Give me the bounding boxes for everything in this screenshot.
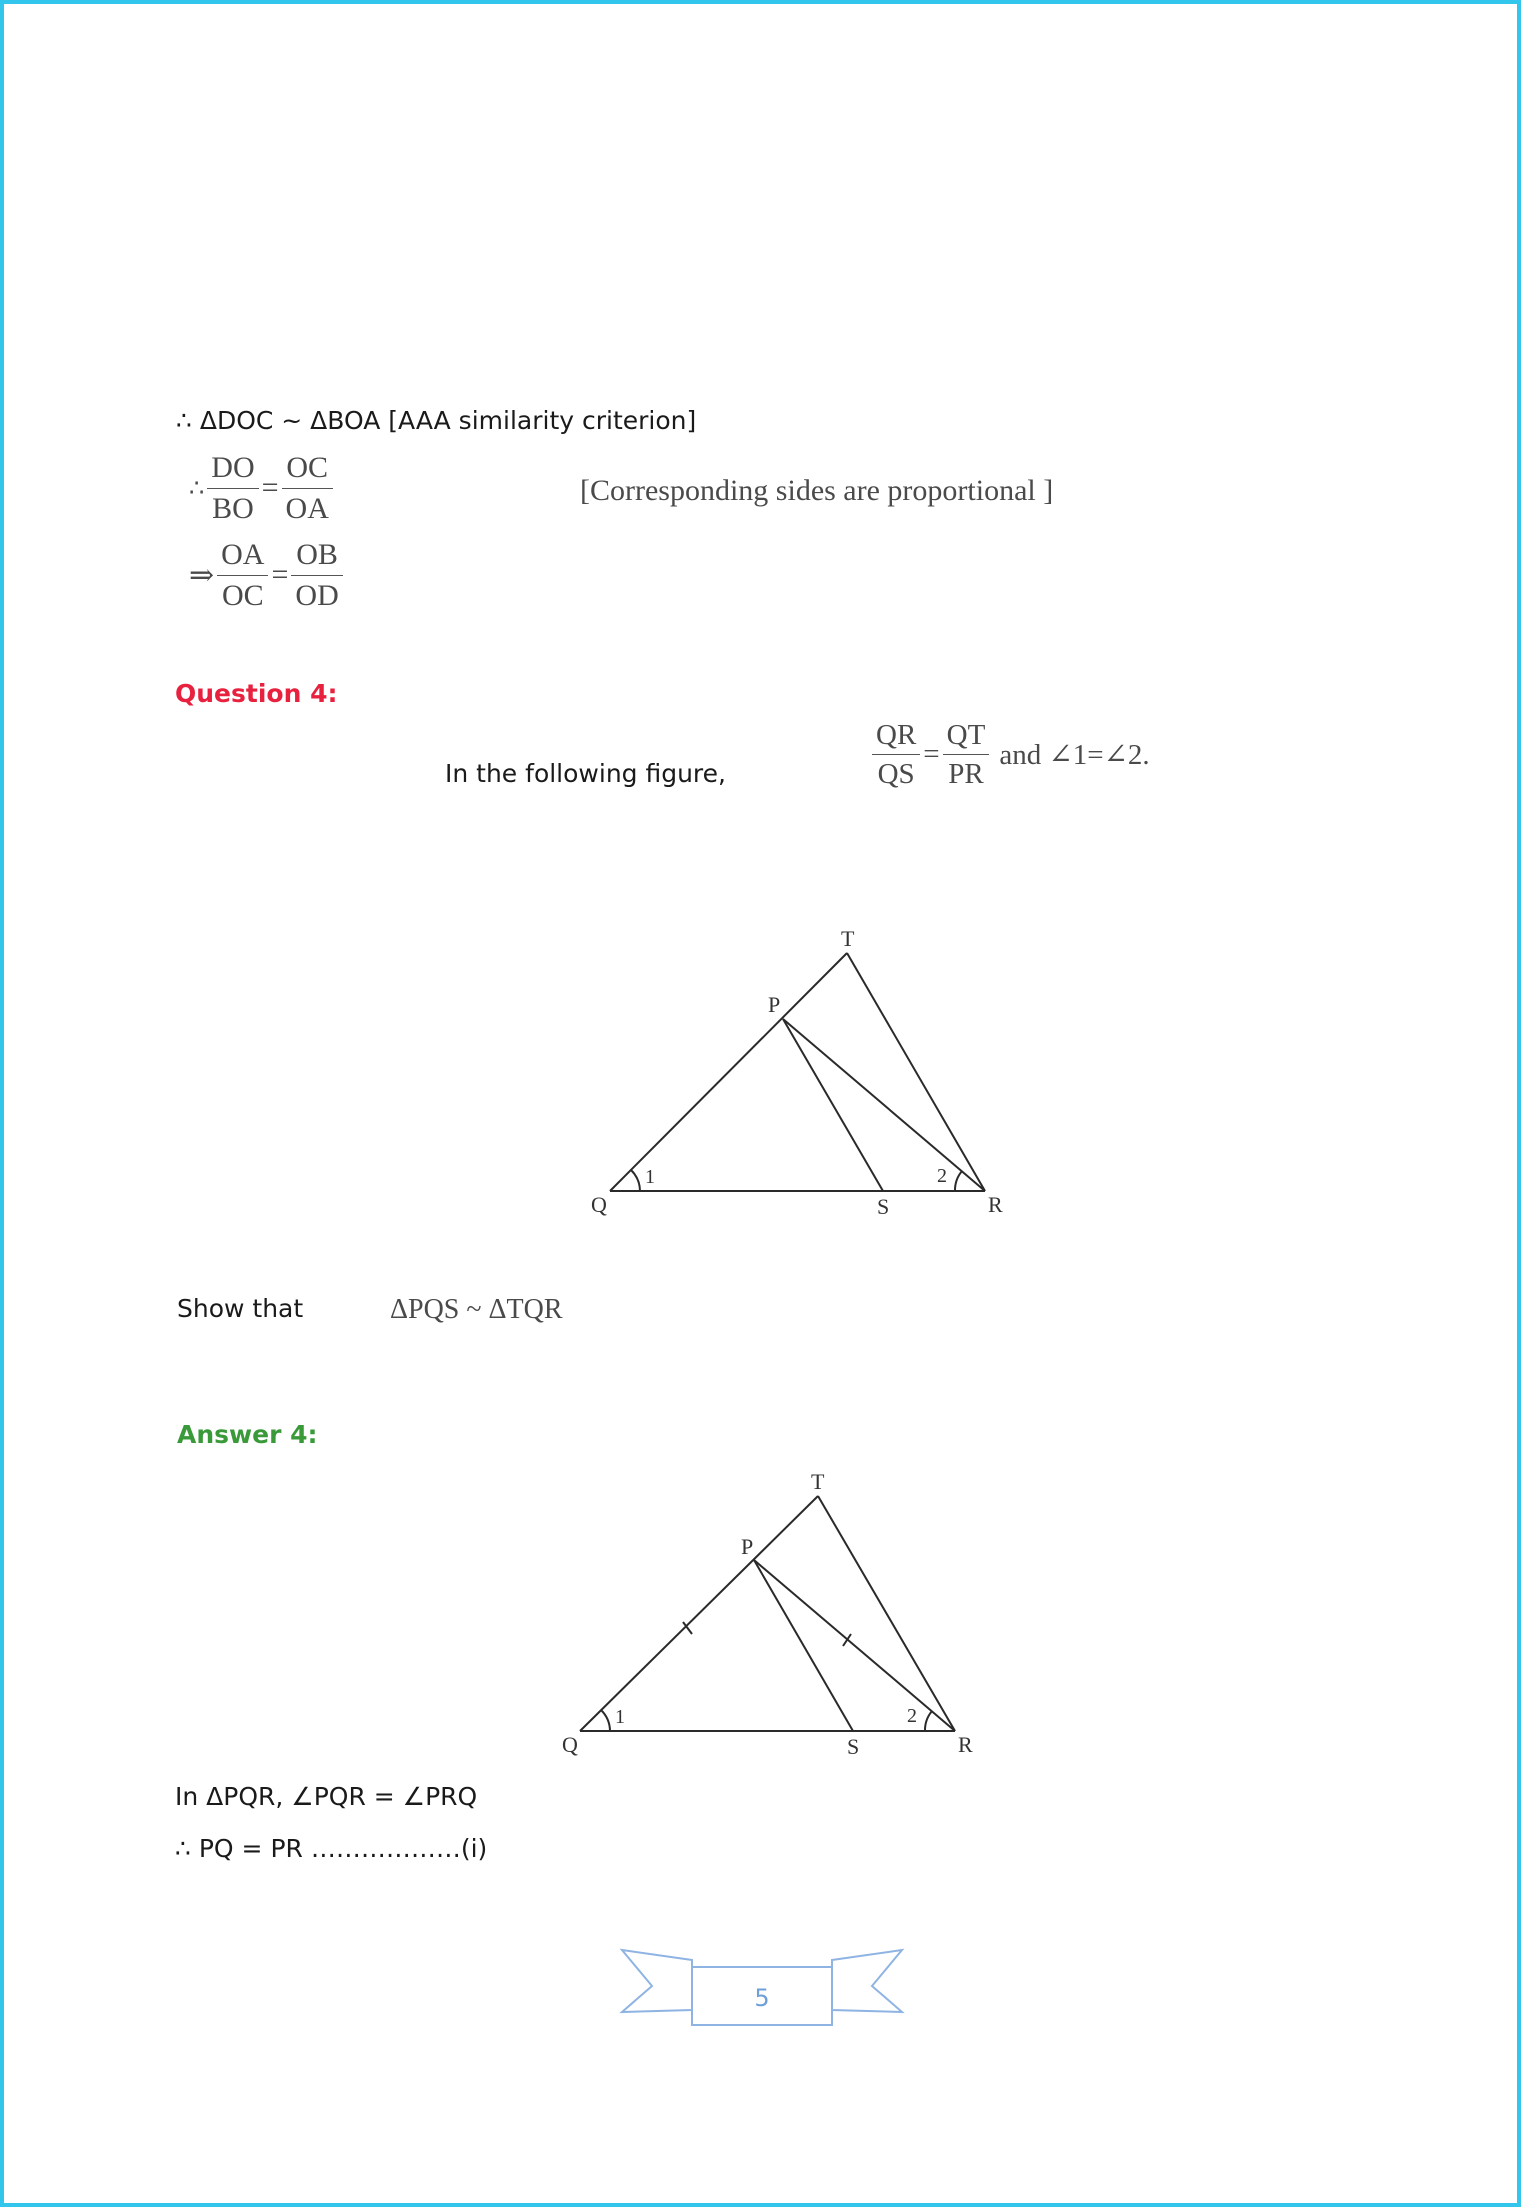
angle-condition: and ∠1=∠2. [999, 739, 1150, 772]
denominator: OA [285, 491, 329, 525]
label-angle-2: 2 [907, 1705, 917, 1727]
line-tr [818, 1496, 955, 1731]
therefore-symbol: ∴ [189, 475, 205, 502]
line-qt [580, 1496, 818, 1731]
line-tr [847, 953, 985, 1191]
answer-figure-lines [580, 1496, 955, 1731]
similarity-statement: ∴ ΔDOC ~ ΔBOA [AAA similarity criterion] [176, 406, 697, 435]
label-angle-1: 1 [645, 1166, 655, 1188]
denominator: PR [948, 758, 984, 791]
show-that-label: Show that [177, 1294, 304, 1323]
angle-1-arc [601, 1710, 610, 1731]
banner-right-wing [832, 1950, 902, 2012]
label-r: R [988, 1192, 1003, 1217]
label-q: Q [591, 1192, 607, 1217]
numerator: OA [221, 538, 265, 571]
line-ps [783, 1019, 883, 1191]
label-angle-1: 1 [615, 1706, 625, 1728]
answer-line-1: In ΔPQR, ∠PQR = ∠PRQ [175, 1782, 478, 1811]
label-s: S [847, 1734, 860, 1759]
line-pr [754, 1560, 955, 1731]
equals-sign: = [923, 738, 940, 771]
answer-heading: Answer 4: [177, 1420, 318, 1449]
reason-corresponding-sides: [Corresponding sides are proportional ] [580, 474, 1054, 507]
denominator: OD [295, 578, 339, 612]
equals-sign: = [271, 558, 289, 591]
banner-left-wing [622, 1950, 692, 2012]
label-p: P [768, 992, 781, 1017]
label-angle-2: 2 [937, 1165, 947, 1187]
angle-2-arc [925, 1711, 932, 1731]
line-ps [754, 1560, 853, 1731]
denominator: QS [877, 758, 915, 791]
angle-2-arc [955, 1171, 962, 1191]
denominator: BO [212, 491, 254, 525]
label-r: R [958, 1732, 973, 1757]
label-p: P [741, 1534, 754, 1559]
line-pr [783, 1019, 985, 1191]
label-t: T [811, 1469, 825, 1494]
question-heading: Question 4: [175, 679, 338, 708]
label-s: S [877, 1194, 890, 1219]
label-t: T [841, 926, 855, 951]
numerator: OC [286, 451, 329, 484]
denominator: OC [221, 578, 264, 612]
angle-1-arc [631, 1170, 640, 1191]
equals-sign: = [261, 471, 279, 504]
numerator: QT [946, 719, 986, 751]
implies-arrow: ⇒ [189, 558, 215, 592]
show-that-statement: ΔPQS ~ ΔTQR [390, 1294, 563, 1325]
numerator: OB [296, 538, 338, 571]
answer-line-2: ∴ PQ = PR ………………(i) [175, 1834, 488, 1863]
page-number: 5 [754, 1984, 770, 2012]
label-q: Q [562, 1732, 578, 1757]
numerator: QR [876, 719, 917, 751]
numerator: DO [211, 451, 255, 484]
question-intro: In the following figure, [445, 759, 726, 788]
line-qt [610, 953, 847, 1191]
